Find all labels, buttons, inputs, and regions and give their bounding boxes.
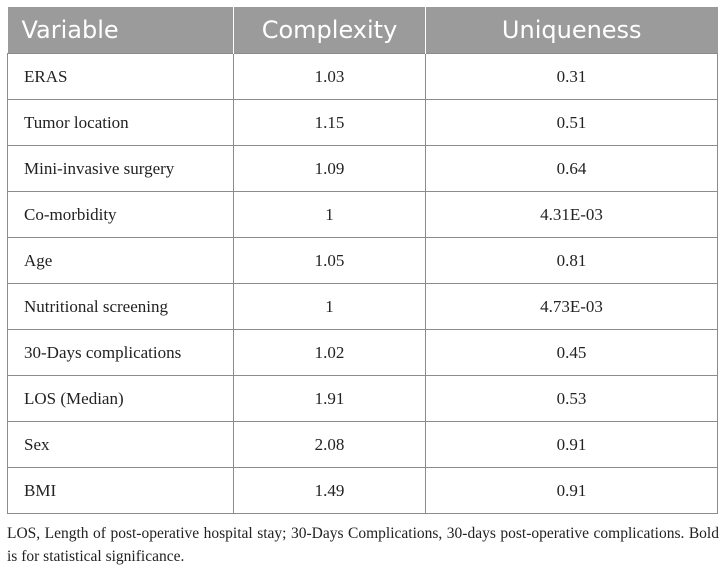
table-row [8,422,718,468]
cell-variable: Sex [8,422,234,468]
table-row [8,284,718,330]
table-row [8,100,718,146]
results-table [7,7,718,514]
cell-uniqueness: 4.31E-03 [426,192,718,238]
table-body [8,54,718,514]
cell-uniqueness: 0.91 [426,422,718,468]
cell-complexity: 1 [234,192,426,238]
table-row [8,238,718,284]
cell-complexity: 1.05 [234,238,426,284]
cell-variable: LOS (Median) [8,376,234,422]
cell-complexity: 1.91 [234,376,426,422]
header-row [8,7,718,54]
cell-complexity: 1 [234,284,426,330]
cell-uniqueness: 0.51 [426,100,718,146]
header-variable: Variable [8,7,234,54]
table-footnote: LOS, Length of post-operative hospital stay; 30-Days Complications, 30-days post-operative complications. Bold is for statistical significance. [7,525,719,565]
cell-complexity: 1.49 [234,468,426,514]
cell-uniqueness: 0.31 [426,54,718,100]
cell-complexity: 1.03 [234,54,426,100]
table-row [8,376,718,422]
cell-complexity: 1.15 [234,100,426,146]
cell-complexity: 1.09 [234,146,426,192]
cell-variable: Co-morbidity [8,192,234,238]
table-row [8,146,718,192]
cell-complexity: 2.08 [234,422,426,468]
header-uniqueness: Uniqueness [426,7,718,54]
cell-uniqueness: 0.64 [426,146,718,192]
cell-uniqueness: 0.53 [426,376,718,422]
cell-variable: Mini-invasive surgery [8,146,234,192]
table-row [8,192,718,238]
header-complexity: Complexity [234,7,426,54]
cell-variable: BMI [8,468,234,514]
table-header [8,7,718,54]
cell-variable: 30-Days complications [8,330,234,376]
cell-uniqueness: 0.91 [426,468,718,514]
cell-uniqueness: 0.81 [426,238,718,284]
table-row [8,54,718,100]
cell-uniqueness: 4.73E-03 [426,284,718,330]
table-row [8,330,718,376]
cell-variable: Nutritional screening [8,284,234,330]
table-row [8,468,718,514]
cell-variable: ERAS [8,54,234,100]
results-table-container [7,7,717,514]
cell-variable: Tumor location [8,100,234,146]
cell-uniqueness: 0.45 [426,330,718,376]
cell-variable: Age [8,238,234,284]
cell-complexity: 1.02 [234,330,426,376]
